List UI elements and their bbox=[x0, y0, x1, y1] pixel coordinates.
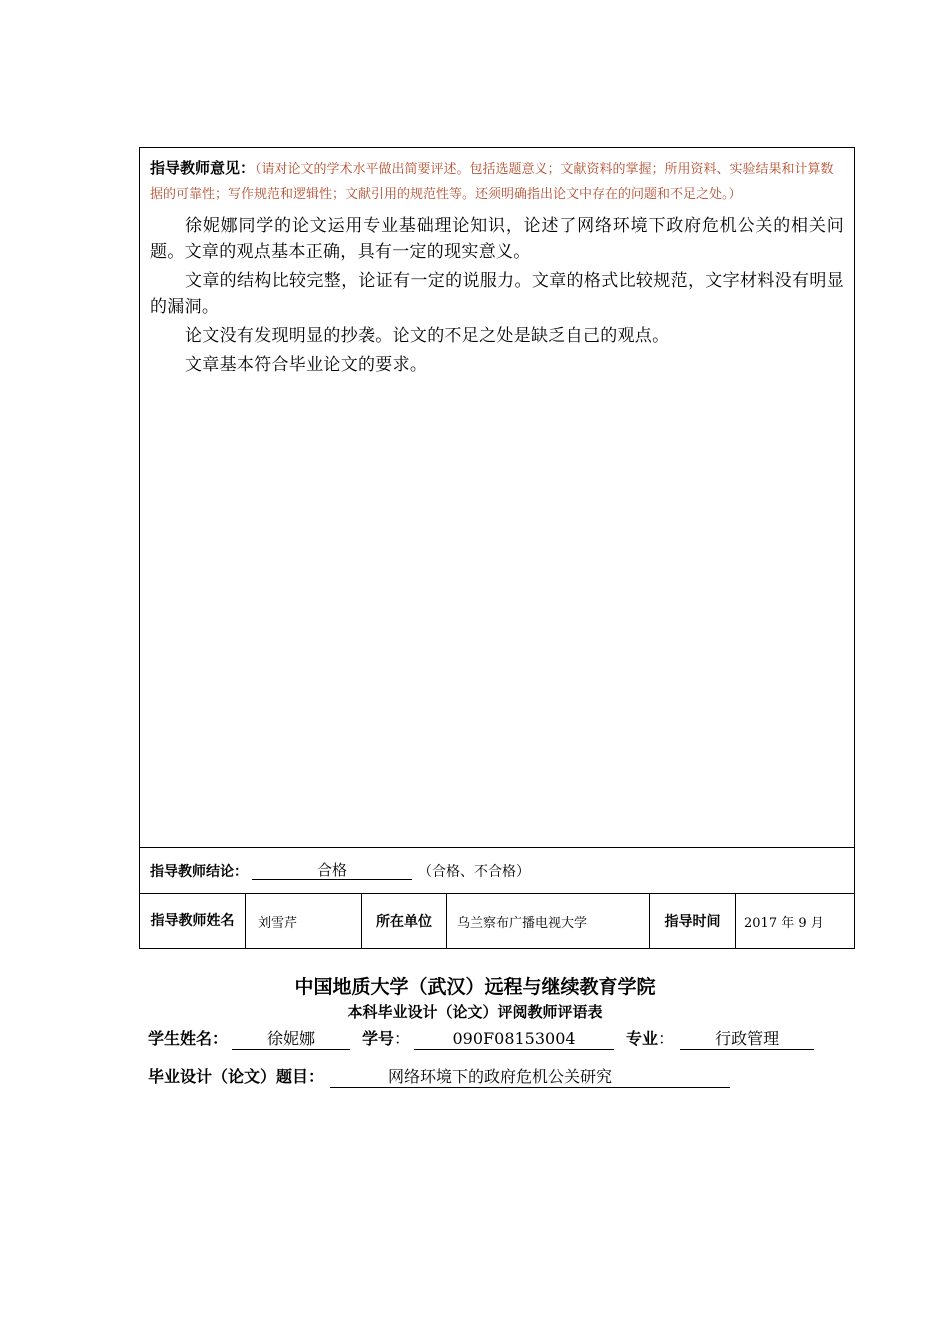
opinion-header bbox=[150, 156, 844, 207]
student-info-row: 学生姓名： 徐妮娜 学号 ： 090F08153004 专业 ： 行政管理 bbox=[148, 1026, 814, 1050]
student-name-value: 徐妮娜 bbox=[232, 1029, 350, 1050]
conclusion-options: （合格、不合格） bbox=[418, 863, 530, 880]
student-id-label: 学号 bbox=[362, 1029, 395, 1048]
advisor-conclusion-row bbox=[140, 848, 854, 894]
thesis-title-row bbox=[148, 1064, 730, 1088]
opinion-paragraph: 文章的结构比较完整，论证有一定的说服力。文章的格式比较规范，文字材料没有明显的漏洞。 bbox=[150, 271, 844, 317]
time-label: 指导时间 bbox=[650, 894, 736, 948]
major-label: 专业 bbox=[626, 1029, 659, 1048]
conclusion-value: 合格 bbox=[252, 861, 412, 880]
opinion-instructions: （请对论文的学术水平做出简要评述。包括选题意义；文献资料的掌握；所用资料、实验结果和计算数据的可靠性；写作规范和逻辑性；文献引用的规范性等。还须明确指出论文中存在的问题和不足之处。） bbox=[150, 162, 834, 202]
thesis-title-value: 网络环境下的政府危机公关研究 bbox=[330, 1067, 730, 1088]
unit-value: 乌兰察布广播电视大学 bbox=[447, 894, 650, 948]
unit-label: 所在单位 bbox=[362, 894, 447, 948]
teacher-name-label: 指导教师姓名 bbox=[140, 894, 246, 948]
conclusion-label: 指导教师结论： bbox=[150, 863, 248, 880]
opinion-paragraph: 徐妮娜同学的论文运用专业基础理论知识，论述了网络环境下政府危机公关的相关问题。文章的观点基本正确，具有一定的现实意义。 bbox=[150, 216, 844, 262]
major-value: 行政管理 bbox=[680, 1029, 814, 1050]
teacher-name-value: 刘雪芹 bbox=[246, 894, 362, 948]
student-id-value: 090F08153004 bbox=[414, 1029, 614, 1050]
student-name-label: 学生姓名： bbox=[148, 1029, 229, 1048]
opinion-body bbox=[150, 213, 844, 378]
opinion-label: 指导教师意见： bbox=[150, 159, 256, 177]
thesis-title-label: 毕业设计（论文）题目： bbox=[148, 1067, 325, 1086]
opinion-paragraph: 文章基本符合毕业论文的要求。 bbox=[185, 355, 428, 375]
advisor-info-row bbox=[140, 894, 854, 948]
form-subtitle: 本科毕业设计（论文）评阅教师评语表 bbox=[347, 1003, 603, 1021]
advisor-opinion-cell bbox=[140, 148, 854, 848]
opinion-paragraph: 论文没有发现明显的抄袭。论文的不足之处是缺乏自己的观点。 bbox=[185, 326, 670, 346]
advisor-review-table bbox=[139, 147, 855, 949]
time-value: 2017 年 9 月 bbox=[744, 915, 824, 931]
school-title: 中国地质大学（武汉）远程与继续教育学院 bbox=[294, 976, 656, 998]
